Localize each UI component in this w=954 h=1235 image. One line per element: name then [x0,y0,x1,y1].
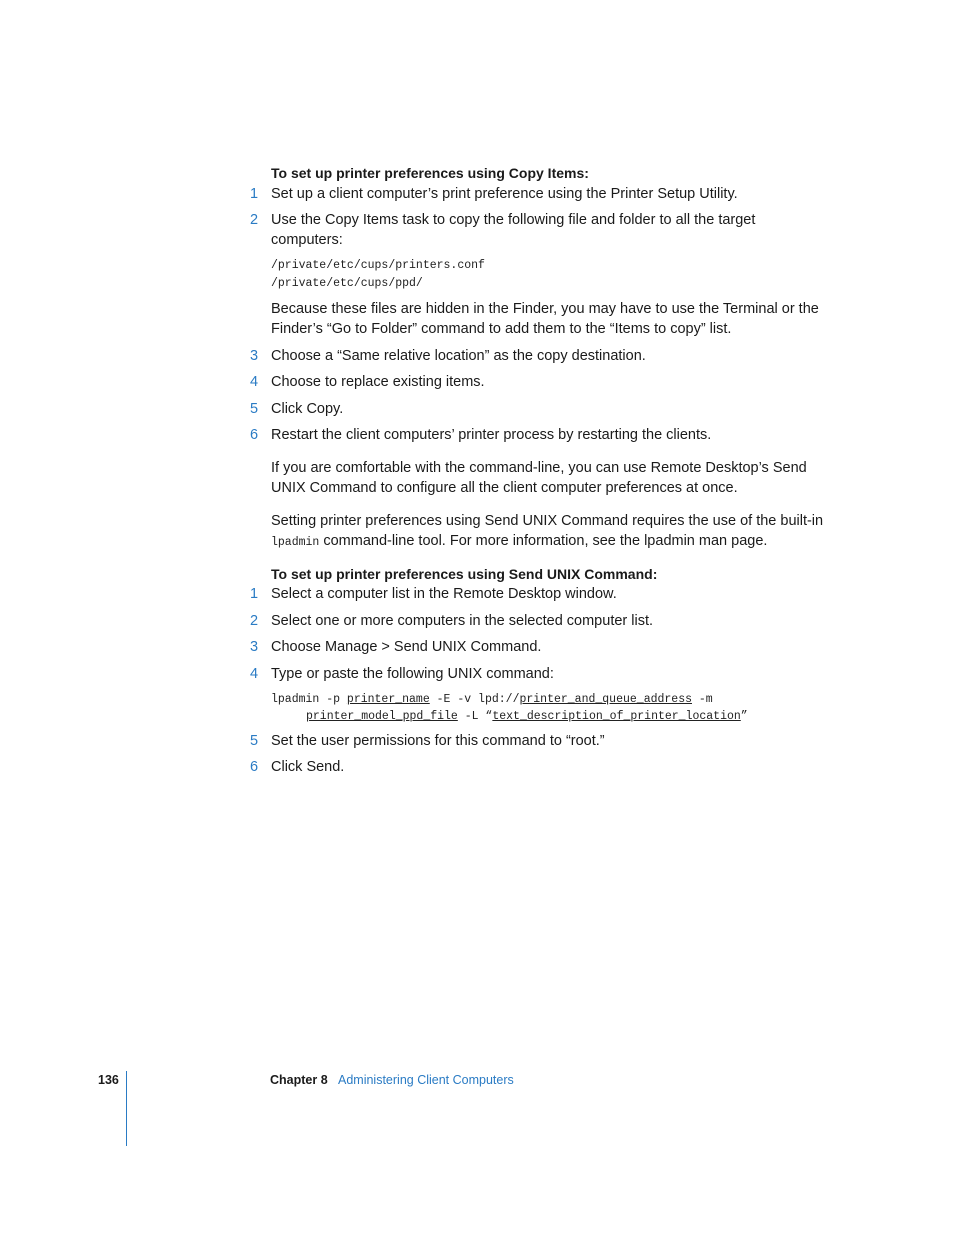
step-text: Choose a “Same relative location” as the copy destination. [271,348,646,364]
step-number: 6 [249,759,259,775]
command-text: -m [692,693,713,706]
step-number: 2 [249,613,259,629]
step-text: Choose to replace existing items. [271,374,485,390]
step-text: Click Send. [271,759,345,775]
step-number: 3 [249,639,259,655]
step-number: 5 [249,733,259,749]
code-path: /private/etc/cups/ppd/ [271,277,423,290]
paragraph-lpadmin-pre: Setting printer preferences using Send UNIX Command requires the use of the built-in [271,513,824,529]
footer-divider [126,1071,127,1146]
command-text: lpadmin -p [271,693,347,706]
step-number: 6 [249,427,259,443]
step-number: 2 [249,212,259,228]
paragraph-command-line: If you are comfortable with the command-line, you can use Remote Desktop’s Send UNIX Command to configure all the client computer preferences at once. [271,460,807,496]
command-text: -E -v lpd:// [429,693,520,706]
section-heading-send-unix: To set up printer preferences using Send UNIX Command: [271,566,658,582]
inline-code-lpadmin: lpadmin [271,536,320,549]
step-text: Set up a client computer’s print preference using the Printer Setup Utility. [271,186,738,202]
command-arg-address: printer_and_queue_address [519,693,692,706]
command-text: -L “ [457,710,493,723]
step-number: 4 [249,374,259,390]
step-text: Select a computer list in the Remote Desktop window. [271,586,617,602]
step-text: Click Copy. [271,401,344,417]
unix-command-line-2 [306,708,748,725]
code-path: /private/etc/cups/printers.conf [271,259,485,272]
step-number: 4 [249,666,259,682]
step-text: Choose Manage > Send UNIX Command. [271,639,542,655]
command-arg-location: text_description_of_printer_location [492,710,741,723]
command-text: ” [740,710,748,723]
footer-chapter-label: Chapter 8 [270,1073,328,1087]
step-text: Restart the client computers’ printer process by restarting the clients. [271,427,712,443]
paragraph-lpadmin [271,511,831,551]
step-text: Set the user permissions for this command to “root.” [271,733,605,749]
paragraph-lpadmin-post: command-line tool. For more information, see the lpadmin man page. [319,533,768,549]
step-text: Type or paste the following UNIX command: [271,666,554,682]
step-text: Use the Copy Items task to copy the following file and folder to all the target computers: [271,212,756,248]
page-number: 136 [98,1073,119,1087]
step-number: 1 [249,186,259,202]
command-arg-printer-name: printer_name [346,693,430,706]
command-arg-ppd-file: printer_model_ppd_file [306,710,458,723]
step-text: Select one or more computers in the selected computer list. [271,613,654,629]
step-number: 3 [249,348,259,364]
hidden-files-note: Because these files are hidden in the Finder, you may have to use the Terminal or the Finder’s “Go to Folder” command to add them to the “Items to copy” list. [271,301,819,337]
step-number: 1 [249,586,259,602]
unix-command-line-1 [271,691,713,708]
footer-chapter-title: Administering Client Computers [338,1073,514,1087]
step-number: 5 [249,401,259,417]
section-heading-copy-items: To set up printer preferences using Copy Items: [271,165,589,181]
